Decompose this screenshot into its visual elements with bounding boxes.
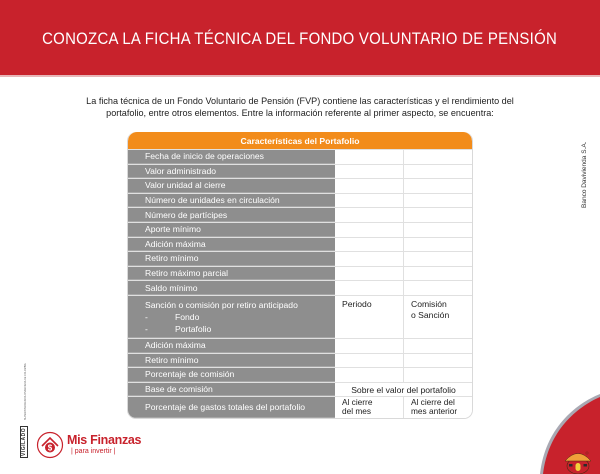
vigilado-badge: VIGILADO	[21, 427, 27, 456]
page-title: CONOZCA LA FICHA TÉCNICA DEL FONDO VOLUNTARIO DE PENSIÓN	[42, 28, 558, 48]
sub-label: Fondo	[175, 311, 200, 322]
dash: -	[145, 311, 148, 322]
gastos-col-2-line-2: mes anterior	[411, 406, 458, 417]
periodo-text: Periodo	[342, 298, 372, 309]
row-value-2	[404, 194, 472, 208]
row-value-2	[404, 252, 472, 266]
row-label: Fecha de inicio de operaciones	[128, 150, 335, 164]
row-label: Aporte mínimo	[128, 223, 335, 237]
base-value: Sobre el valor del portafolio	[335, 383, 472, 397]
table-row-base	[128, 382, 472, 397]
comision-line-2: o Sanción	[411, 309, 450, 320]
sub-label: Portafolio	[175, 323, 212, 334]
table-row	[128, 251, 472, 266]
row-value-1	[335, 194, 404, 208]
gastos-col-1	[335, 397, 404, 418]
intro-paragraph	[62, 95, 538, 119]
table-row	[128, 280, 472, 295]
row-value-2	[404, 339, 472, 353]
row-label: Número de partícipes	[128, 208, 335, 222]
portfolio-characteristics-table	[127, 132, 473, 419]
comision-cell	[404, 296, 472, 338]
table-row	[128, 338, 472, 353]
row-label: Adición máxima	[128, 238, 335, 252]
row-value-2	[404, 281, 472, 295]
bank-name-vertical: Banco Davivienda S.A.	[581, 141, 588, 208]
logo-text	[67, 434, 141, 456]
intro-line-2: portafolio, entre otros elementos. Entre la información referente al primer aspecto, se encuentra:	[106, 108, 494, 118]
row-label: Retiro máximo parcial	[128, 267, 335, 281]
mis-finanzas-logo	[36, 431, 141, 459]
row-label: Valor administrado	[128, 165, 335, 179]
row-value-2	[404, 238, 472, 252]
table-row-gastos	[128, 396, 472, 418]
row-label: Retiro mínimo	[128, 252, 335, 266]
superintendencia-text: SUPERINTENDENCIA FINANCIERA DE COLOMBIA	[24, 363, 27, 420]
row-value-2	[404, 354, 472, 368]
row-value-2	[404, 208, 472, 222]
row-label: Saldo mínimo	[128, 281, 335, 295]
row-value-2	[404, 267, 472, 281]
sub-item-fondo	[145, 311, 335, 323]
dash: -	[145, 323, 148, 334]
row-value-2	[404, 368, 472, 382]
table-row	[128, 149, 472, 164]
table-row	[128, 237, 472, 252]
header-band	[0, 0, 600, 75]
row-value-1	[335, 150, 404, 164]
davivienda-house-swoosh	[520, 384, 600, 474]
table-row	[128, 266, 472, 281]
table-title: Características del Portafolio	[128, 132, 472, 149]
sub-item-portafolio	[145, 323, 335, 335]
logo-main-text: Mis Finanzas	[67, 433, 142, 447]
row-label: Base de comisión	[128, 383, 335, 397]
logo-sub-text: | para invertir |	[71, 448, 116, 455]
gastos-col-2	[404, 397, 472, 418]
dollar-house-icon	[36, 431, 64, 459]
sancion-label: Sanción o comisión por retiro anticipado	[145, 299, 298, 310]
table-row-sancion	[128, 295, 472, 338]
row-value-1	[335, 165, 404, 179]
row-value-1	[335, 267, 404, 281]
table-row	[128, 193, 472, 208]
table-row	[128, 222, 472, 237]
row-value-1	[335, 252, 404, 266]
row-label: Porcentaje de comisión	[128, 368, 335, 382]
row-label: Porcentaje de gastos totales del portafolio	[128, 397, 335, 418]
row-value-1	[335, 281, 404, 295]
gastos-col-1-line-1: Al cierre	[342, 397, 373, 408]
row-label: Valor unidad al cierre	[128, 179, 335, 193]
row-label: Adición máxima	[128, 339, 335, 353]
row-value-1	[335, 223, 404, 237]
row-label: Retiro mínimo	[128, 354, 335, 368]
row-value-2	[404, 165, 472, 179]
row-value-2	[404, 179, 472, 193]
row-value-1	[335, 339, 404, 353]
row-value-1	[335, 354, 404, 368]
table-row	[128, 207, 472, 222]
row-value-1	[335, 238, 404, 252]
table-row	[128, 178, 472, 193]
intro-line-1: La ficha técnica de un Fondo Voluntario de Pensión (FVP) contiene las características y el rendimiento del	[86, 96, 514, 106]
row-value-1	[335, 179, 404, 193]
comision-line-1: Comisión	[411, 298, 447, 309]
table-row	[128, 367, 472, 382]
table-row	[128, 353, 472, 368]
row-label	[128, 296, 335, 338]
svg-text:$: $	[47, 443, 53, 453]
row-value-2	[404, 223, 472, 237]
row-value-2	[404, 150, 472, 164]
row-label: Número de unidades en circulación	[128, 194, 335, 208]
row-value-1	[335, 208, 404, 222]
table-row	[128, 164, 472, 179]
gastos-col-2-line-1: Al cierre del	[411, 397, 455, 408]
gastos-col-1-line-2: del mes	[342, 406, 372, 417]
periodo-cell	[335, 296, 404, 338]
row-value-1	[335, 368, 404, 382]
